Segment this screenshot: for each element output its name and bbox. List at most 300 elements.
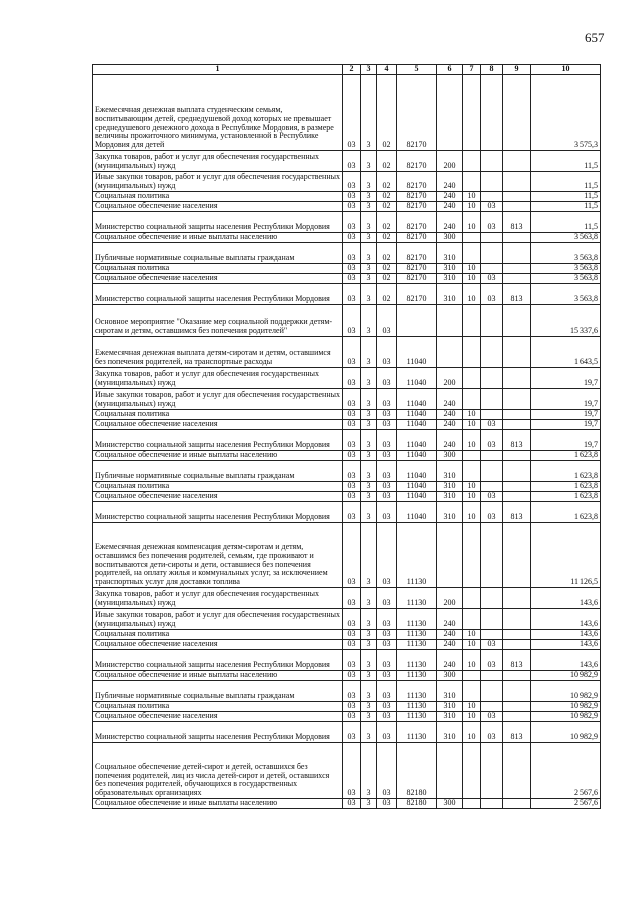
column-header: 2 <box>343 65 361 75</box>
code-cell <box>437 75 463 151</box>
code-cell: 240 <box>437 609 463 630</box>
code-cell: 03 <box>343 389 361 410</box>
code-cell: 03 <box>377 609 397 630</box>
code-cell: 03 <box>377 681 397 702</box>
code-cell: 03 <box>481 640 503 650</box>
code-cell <box>463 451 481 461</box>
row-name-cell: Министерство социальной защиты населения Республики Мордовия <box>93 430 343 451</box>
amount-cell: 10 982,9 <box>531 671 601 681</box>
code-cell <box>503 264 531 274</box>
code-cell: 3 <box>361 202 377 212</box>
amount-cell: 143,6 <box>531 609 601 630</box>
code-cell: 03 <box>377 743 397 799</box>
code-cell <box>437 305 463 337</box>
code-cell: 3 <box>361 430 377 451</box>
amount-cell: 11,5 <box>531 172 601 192</box>
code-cell: 03 <box>343 274 361 284</box>
table-row <box>93 151 601 172</box>
amount-cell: 11 126,5 <box>531 523 601 588</box>
code-cell: 3 <box>361 671 377 681</box>
code-cell: 03 <box>377 523 397 588</box>
column-header: 1 <box>93 65 343 75</box>
code-cell <box>481 192 503 202</box>
code-cell <box>503 337 531 368</box>
code-cell: 03 <box>377 650 397 671</box>
code-cell: 11040 <box>397 337 437 368</box>
code-cell: 11040 <box>397 502 437 523</box>
code-cell <box>503 151 531 172</box>
code-cell: 11040 <box>397 482 437 492</box>
code-cell: 82170 <box>397 192 437 202</box>
code-cell: 3 <box>361 274 377 284</box>
code-cell: 3 <box>361 305 377 337</box>
column-header: 6 <box>437 65 463 75</box>
code-cell: 240 <box>437 420 463 430</box>
code-cell: 82170 <box>397 284 437 305</box>
code-cell: 240 <box>437 410 463 420</box>
code-cell: 03 <box>343 151 361 172</box>
row-name-cell: Социальное обеспечение населения <box>93 274 343 284</box>
code-cell: 02 <box>377 212 397 233</box>
code-cell: 240 <box>437 640 463 650</box>
row-name-cell: Иные закупки товаров, работ и услуг для обеспечения государственных (муниципальных) нужд <box>93 609 343 630</box>
row-name-cell: Социальная политика <box>93 630 343 640</box>
code-cell: 03 <box>343 284 361 305</box>
code-cell <box>503 305 531 337</box>
code-cell: 02 <box>377 75 397 151</box>
code-cell: 3 <box>361 492 377 502</box>
code-cell: 11130 <box>397 712 437 722</box>
table-row <box>93 284 601 305</box>
code-cell: 03 <box>377 712 397 722</box>
code-cell <box>503 609 531 630</box>
code-cell: 3 <box>361 389 377 410</box>
code-cell: 3 <box>361 461 377 482</box>
table-row <box>93 492 601 502</box>
code-cell <box>503 681 531 702</box>
code-cell <box>481 151 503 172</box>
code-cell <box>437 743 463 799</box>
code-cell <box>503 492 531 502</box>
table-row <box>93 722 601 743</box>
code-cell: 03 <box>343 523 361 588</box>
amount-cell: 1 623,8 <box>531 492 601 502</box>
code-cell: 10 <box>463 492 481 502</box>
code-cell <box>503 482 531 492</box>
table-row <box>93 799 601 809</box>
code-cell: 02 <box>377 264 397 274</box>
code-cell: 240 <box>437 192 463 202</box>
code-cell: 03 <box>377 702 397 712</box>
code-cell: 200 <box>437 368 463 389</box>
row-name-cell: Социальное обеспечение и иные выплаты населению <box>93 671 343 681</box>
code-cell: 240 <box>437 212 463 233</box>
code-cell: 3 <box>361 502 377 523</box>
code-cell: 3 <box>361 681 377 702</box>
code-cell <box>463 337 481 368</box>
row-name-cell: Министерство социальной защиты населения Республики Мордовия <box>93 212 343 233</box>
code-cell <box>503 799 531 809</box>
code-cell: 3 <box>361 264 377 274</box>
code-cell: 03 <box>377 799 397 809</box>
code-cell <box>463 681 481 702</box>
code-cell: 3 <box>361 284 377 305</box>
code-cell: 3 <box>361 743 377 799</box>
code-cell: 10 <box>463 702 481 712</box>
table-row <box>93 274 601 284</box>
code-cell: 03 <box>343 461 361 482</box>
amount-cell: 1 623,8 <box>531 502 601 523</box>
column-header: 8 <box>481 65 503 75</box>
code-cell <box>463 461 481 482</box>
code-cell: 310 <box>437 492 463 502</box>
amount-cell: 3 563,8 <box>531 284 601 305</box>
amount-cell: 19,7 <box>531 389 601 410</box>
code-cell: 3 <box>361 722 377 743</box>
row-name-cell: Социальная политика <box>93 410 343 420</box>
code-cell: 11040 <box>397 410 437 420</box>
table-row <box>93 609 601 630</box>
amount-cell: 2 567,6 <box>531 799 601 809</box>
code-cell: 3 <box>361 630 377 640</box>
code-cell: 03 <box>343 702 361 712</box>
code-cell: 11040 <box>397 368 437 389</box>
code-cell: 03 <box>377 588 397 609</box>
code-cell: 03 <box>343 243 361 264</box>
code-cell: 3 <box>361 151 377 172</box>
code-cell: 10 <box>463 410 481 420</box>
code-cell: 03 <box>377 305 397 337</box>
table-row <box>93 420 601 430</box>
table-row <box>93 681 601 702</box>
code-cell: 11040 <box>397 420 437 430</box>
table-row <box>93 368 601 389</box>
code-cell: 82170 <box>397 233 437 243</box>
code-cell: 82170 <box>397 202 437 212</box>
code-cell <box>481 337 503 368</box>
code-cell: 11130 <box>397 640 437 650</box>
code-cell: 310 <box>437 274 463 284</box>
code-cell: 240 <box>437 630 463 640</box>
code-cell <box>481 410 503 420</box>
code-cell <box>503 671 531 681</box>
code-cell <box>463 151 481 172</box>
code-cell: 82170 <box>397 264 437 274</box>
code-cell: 03 <box>481 284 503 305</box>
amount-cell: 143,6 <box>531 640 601 650</box>
amount-cell: 11,5 <box>531 202 601 212</box>
code-cell <box>481 588 503 609</box>
table-row <box>93 461 601 482</box>
code-cell: 03 <box>343 712 361 722</box>
code-cell: 10 <box>463 420 481 430</box>
amount-cell: 11,5 <box>531 192 601 202</box>
code-cell: 10 <box>463 212 481 233</box>
code-cell: 11040 <box>397 389 437 410</box>
code-cell: 03 <box>377 492 397 502</box>
code-cell: 10 <box>463 650 481 671</box>
code-cell: 11130 <box>397 671 437 681</box>
code-cell: 03 <box>343 722 361 743</box>
code-cell: 03 <box>343 305 361 337</box>
code-cell <box>397 305 437 337</box>
table-row <box>93 702 601 712</box>
code-cell <box>481 172 503 192</box>
code-cell <box>503 588 531 609</box>
code-cell: 240 <box>437 389 463 410</box>
row-name-cell: Социальное обеспечение и иные выплаты населению <box>93 451 343 461</box>
code-cell: 11040 <box>397 451 437 461</box>
code-cell: 240 <box>437 202 463 212</box>
code-cell <box>481 461 503 482</box>
code-cell: 3 <box>361 75 377 151</box>
code-cell <box>503 75 531 151</box>
code-cell: 3 <box>361 451 377 461</box>
code-cell <box>481 743 503 799</box>
code-cell <box>481 681 503 702</box>
code-cell <box>503 702 531 712</box>
code-cell: 03 <box>343 492 361 502</box>
code-cell: 03 <box>343 640 361 650</box>
code-cell <box>481 482 503 492</box>
table-row <box>93 743 601 799</box>
code-cell: 03 <box>343 264 361 274</box>
amount-cell: 19,7 <box>531 410 601 420</box>
column-header: 7 <box>463 65 481 75</box>
code-cell: 10 <box>463 502 481 523</box>
code-cell: 03 <box>343 233 361 243</box>
code-cell: 03 <box>377 410 397 420</box>
code-cell <box>503 368 531 389</box>
code-cell: 11130 <box>397 609 437 630</box>
row-name-cell: Социальное обеспечение населения <box>93 640 343 650</box>
table-row <box>93 712 601 722</box>
code-cell: 300 <box>437 799 463 809</box>
code-cell: 03 <box>343 212 361 233</box>
code-cell: 03 <box>343 451 361 461</box>
code-cell: 03 <box>481 502 503 523</box>
table-row <box>93 523 601 588</box>
code-cell: 300 <box>437 451 463 461</box>
code-cell: 813 <box>503 284 531 305</box>
code-cell: 03 <box>343 650 361 671</box>
amount-cell: 1 643,5 <box>531 337 601 368</box>
code-cell: 310 <box>437 702 463 712</box>
table-row <box>93 389 601 410</box>
code-cell: 03 <box>377 630 397 640</box>
row-name-cell: Ежемесячная денежная компенсация детям-сиротам и детям, оставшимся без попечения родителей, семьям, где проживают и воспитываются дети-сироты и дети, оставшиеся без попечения родителей, на оплату жилья и коммунальных услуг, за исключением транспортных услуг для доставки топлива <box>93 523 343 588</box>
row-name-cell: Социальное обеспечение населения <box>93 492 343 502</box>
code-cell: 10 <box>463 712 481 722</box>
row-name-cell: Социальное обеспечение и иные выплаты населению <box>93 233 343 243</box>
code-cell <box>503 243 531 264</box>
code-cell: 02 <box>377 233 397 243</box>
code-cell: 03 <box>343 410 361 420</box>
table-row <box>93 650 601 671</box>
code-cell <box>481 368 503 389</box>
code-cell <box>463 609 481 630</box>
code-cell: 3 <box>361 799 377 809</box>
table-row <box>93 451 601 461</box>
code-cell: 03 <box>377 389 397 410</box>
code-cell: 03 <box>377 451 397 461</box>
column-header: 3 <box>361 65 377 75</box>
amount-cell: 19,7 <box>531 368 601 389</box>
code-cell: 310 <box>437 722 463 743</box>
row-name-cell: Социальное обеспечение населения <box>93 712 343 722</box>
amount-cell: 10 982,9 <box>531 722 601 743</box>
code-cell <box>481 243 503 264</box>
code-cell: 310 <box>437 681 463 702</box>
code-cell: 3 <box>361 712 377 722</box>
amount-cell: 3 563,8 <box>531 243 601 264</box>
row-name-cell: Социальное обеспечение детей-сирот и детей, оставшихся без попечения родителей, лиц из числа детей-сирот и детей, оставшихся без попечения родителей, обучающихся в государственных образовательных организациях <box>93 743 343 799</box>
code-cell <box>463 671 481 681</box>
code-cell <box>463 172 481 192</box>
code-cell <box>481 451 503 461</box>
code-cell: 3 <box>361 212 377 233</box>
code-cell: 10 <box>463 640 481 650</box>
code-cell: 02 <box>377 172 397 192</box>
code-cell: 03 <box>377 671 397 681</box>
code-cell: 03 <box>343 671 361 681</box>
code-cell: 03 <box>343 172 361 192</box>
row-name-cell: Иные закупки товаров, работ и услуг для обеспечения государственных (муниципальных) нужд <box>93 172 343 192</box>
code-cell: 03 <box>343 202 361 212</box>
row-name-cell: Социальная политика <box>93 192 343 202</box>
code-cell <box>503 202 531 212</box>
code-cell: 03 <box>343 681 361 702</box>
code-cell: 03 <box>481 650 503 671</box>
code-cell: 10 <box>463 430 481 451</box>
code-cell: 03 <box>481 430 503 451</box>
amount-cell: 2 567,6 <box>531 743 601 799</box>
amount-cell: 19,7 <box>531 420 601 430</box>
code-cell <box>503 461 531 482</box>
amount-cell: 3 563,8 <box>531 274 601 284</box>
table-row <box>93 172 601 192</box>
code-cell: 82170 <box>397 243 437 264</box>
code-cell: 10 <box>463 630 481 640</box>
code-cell <box>463 305 481 337</box>
table-row <box>93 588 601 609</box>
row-name-cell: Министерство социальной защиты населения Республики Мордовия <box>93 722 343 743</box>
amount-cell: 11,5 <box>531 212 601 233</box>
code-cell <box>481 75 503 151</box>
code-cell: 10 <box>463 722 481 743</box>
code-cell <box>463 799 481 809</box>
code-cell: 10 <box>463 284 481 305</box>
code-cell <box>463 243 481 264</box>
row-name-cell: Закупка товаров, работ и услуг для обеспечения государственных (муниципальных) нужд <box>93 151 343 172</box>
code-cell: 3 <box>361 337 377 368</box>
code-cell: 240 <box>437 650 463 671</box>
code-cell: 11040 <box>397 430 437 451</box>
code-cell: 82170 <box>397 172 437 192</box>
table-row <box>93 202 601 212</box>
code-cell: 03 <box>343 430 361 451</box>
code-cell <box>503 233 531 243</box>
code-cell <box>503 410 531 420</box>
code-cell: 03 <box>481 274 503 284</box>
code-cell <box>463 233 481 243</box>
code-cell <box>437 337 463 368</box>
code-cell <box>503 640 531 650</box>
code-cell: 3 <box>361 233 377 243</box>
code-cell: 11130 <box>397 523 437 588</box>
code-cell: 240 <box>437 430 463 451</box>
code-cell: 03 <box>343 482 361 492</box>
code-cell <box>463 75 481 151</box>
code-cell: 3 <box>361 243 377 264</box>
amount-cell: 3 563,8 <box>531 264 601 274</box>
code-cell: 03 <box>481 420 503 430</box>
code-cell <box>481 702 503 712</box>
code-cell: 02 <box>377 243 397 264</box>
code-cell: 03 <box>343 75 361 151</box>
code-cell <box>503 274 531 284</box>
code-cell: 11130 <box>397 702 437 712</box>
code-cell: 11130 <box>397 722 437 743</box>
amount-cell: 143,6 <box>531 630 601 640</box>
code-cell <box>503 172 531 192</box>
code-cell <box>463 368 481 389</box>
code-cell: 11130 <box>397 681 437 702</box>
code-cell: 03 <box>343 337 361 368</box>
table-row <box>93 212 601 233</box>
code-cell: 813 <box>503 502 531 523</box>
code-cell: 11130 <box>397 588 437 609</box>
code-cell: 300 <box>437 233 463 243</box>
code-cell: 02 <box>377 202 397 212</box>
table-body <box>93 75 601 809</box>
code-cell: 240 <box>437 172 463 192</box>
row-name-cell: Ежемесячная денежная выплата студенческим семьям, воспитывающим детей, среднедушевой доход которых не превышает среднедушевого денежного дохода в Республике Мордовия, в размере величины прожиточного минимума, установленной в Республике Мордовия для детей <box>93 75 343 151</box>
code-cell: 82170 <box>397 151 437 172</box>
code-cell: 3 <box>361 410 377 420</box>
code-cell <box>481 799 503 809</box>
table-row <box>93 243 601 264</box>
table-row <box>93 671 601 681</box>
page-number: 657 <box>585 30 605 45</box>
row-name-cell: Иные закупки товаров, работ и услуг для обеспечения государственных (муниципальных) нужд <box>93 389 343 410</box>
code-cell: 310 <box>437 712 463 722</box>
table-row <box>93 640 601 650</box>
code-cell <box>503 389 531 410</box>
table-row <box>93 430 601 451</box>
budget-table <box>92 64 601 809</box>
code-cell <box>503 451 531 461</box>
code-cell: 3 <box>361 640 377 650</box>
code-cell: 813 <box>503 212 531 233</box>
code-cell: 813 <box>503 722 531 743</box>
row-name-cell: Министерство социальной защиты населения Республики Мордовия <box>93 284 343 305</box>
code-cell: 03 <box>377 337 397 368</box>
row-name-cell: Социальное обеспечение населения <box>93 420 343 430</box>
row-name-cell: Публичные нормативные социальные выплаты гражданам <box>93 681 343 702</box>
code-cell: 3 <box>361 368 377 389</box>
code-cell: 03 <box>377 722 397 743</box>
column-header: 5 <box>397 65 437 75</box>
code-cell: 03 <box>481 712 503 722</box>
code-cell: 300 <box>437 671 463 681</box>
row-name-cell: Социальная политика <box>93 702 343 712</box>
code-cell: 3 <box>361 420 377 430</box>
amount-cell: 3 563,8 <box>531 233 601 243</box>
amount-cell: 1 623,8 <box>531 482 601 492</box>
code-cell: 03 <box>481 202 503 212</box>
code-cell <box>481 305 503 337</box>
